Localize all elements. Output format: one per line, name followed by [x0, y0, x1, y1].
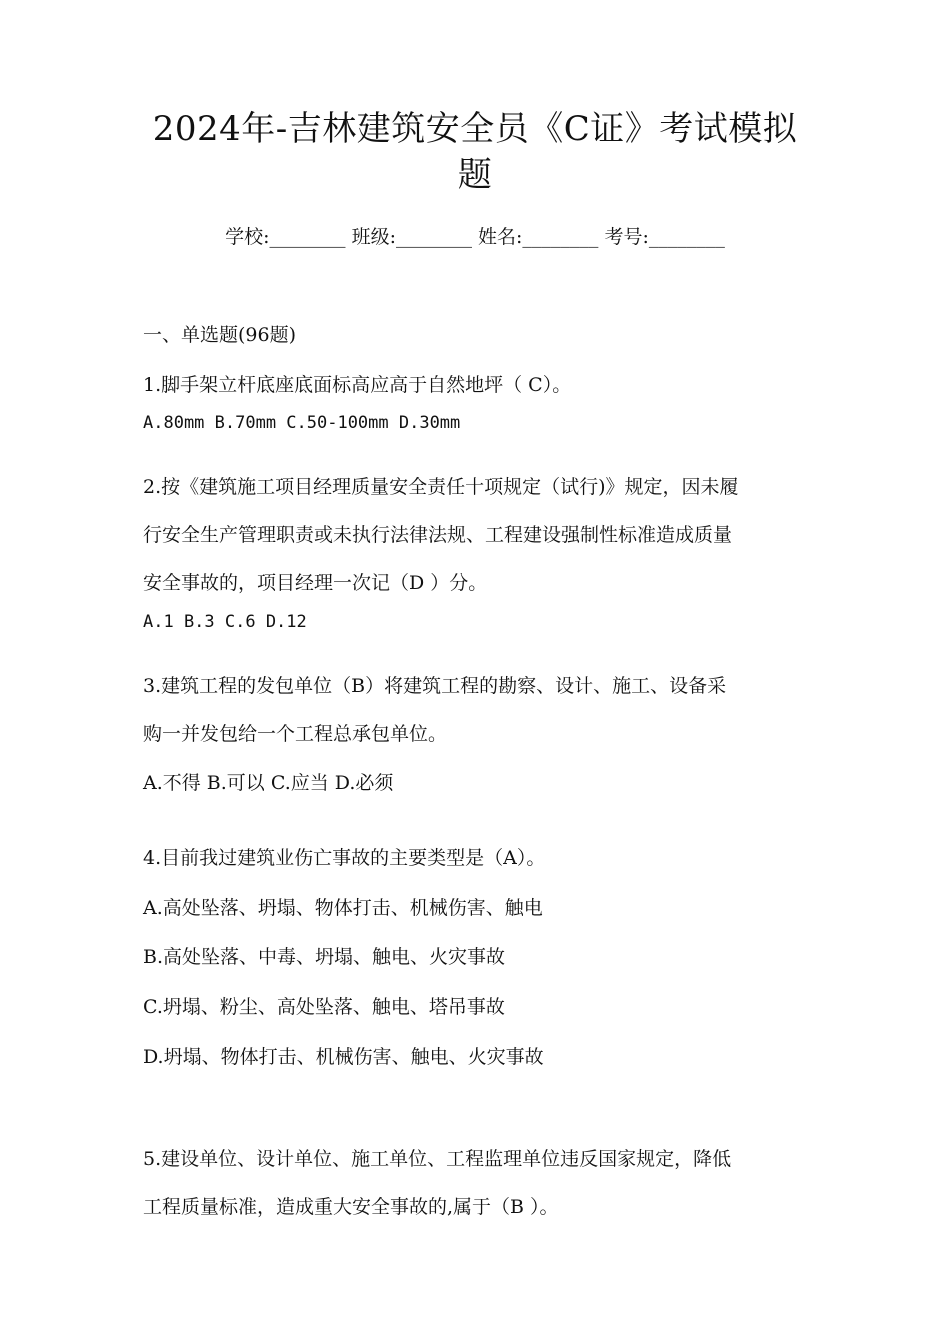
- document-title-line-2: 题: [457, 155, 493, 195]
- question-3-options: A.不得 B.可以 C.应当 D.必须: [143, 772, 394, 794]
- question-2-text-line-3: 安全事故的，项目经理一次记（D ）分。: [143, 572, 488, 594]
- question-4-text: 4.目前我过建筑业伤亡事故的主要类型是（A）。: [143, 847, 546, 869]
- question-1-text: 1.脚手架立杆底座底面标高应高于自然地坪（ C）。: [143, 374, 572, 396]
- question-2-options: A.1 B.3 C.6 D.12: [143, 612, 307, 632]
- question-2-text-line-1: 2.按《建筑施工项目经理质量安全责任十项规定（试行)》规定，因未履: [143, 476, 739, 498]
- question-3-text-line-1: 3.建筑工程的发包单位（B）将建筑工程的勘察、设计、施工、设备采: [143, 675, 727, 697]
- question-1-options: A.80mm B.70mm C.50-100mm D.30mm: [143, 413, 461, 433]
- question-5-text-line-2: 工程质量标准，造成重大安全事故的,属于（B ）。: [143, 1196, 559, 1218]
- section-heading: 一、单选题(96题): [143, 324, 297, 346]
- question-2-text-line-2: 行安全生产管理职责或未执行法律法规、工程建设强制性标准造成质量: [143, 524, 733, 546]
- question-4-option-b: B.高处坠落、中毒、坍塌、触电、火灾事故: [143, 946, 506, 968]
- question-4-option-a: A.高处坠落、坍塌、物体打击、机械伤害、触电: [143, 897, 543, 919]
- question-4-option-c: C.坍塌、粉尘、高处坠落、触电、塔吊事故: [143, 996, 505, 1018]
- document-title-line-1: 2024年-吉林建筑安全员《C证》考试模拟: [152, 109, 798, 149]
- question-3-text-line-2: 购一并发包给一个工程总承包单位。: [143, 723, 448, 745]
- question-4-option-d: D.坍塌、物体打击、机械伤害、触电、火灾事故: [143, 1046, 544, 1068]
- question-5-text-line-1: 5.建设单位、设计单位、施工单位、工程监理单位违反国家规定，降低: [143, 1148, 732, 1170]
- student-info-line: 学校:________ 班级:________ 姓名:________ 考号:________: [225, 226, 725, 248]
